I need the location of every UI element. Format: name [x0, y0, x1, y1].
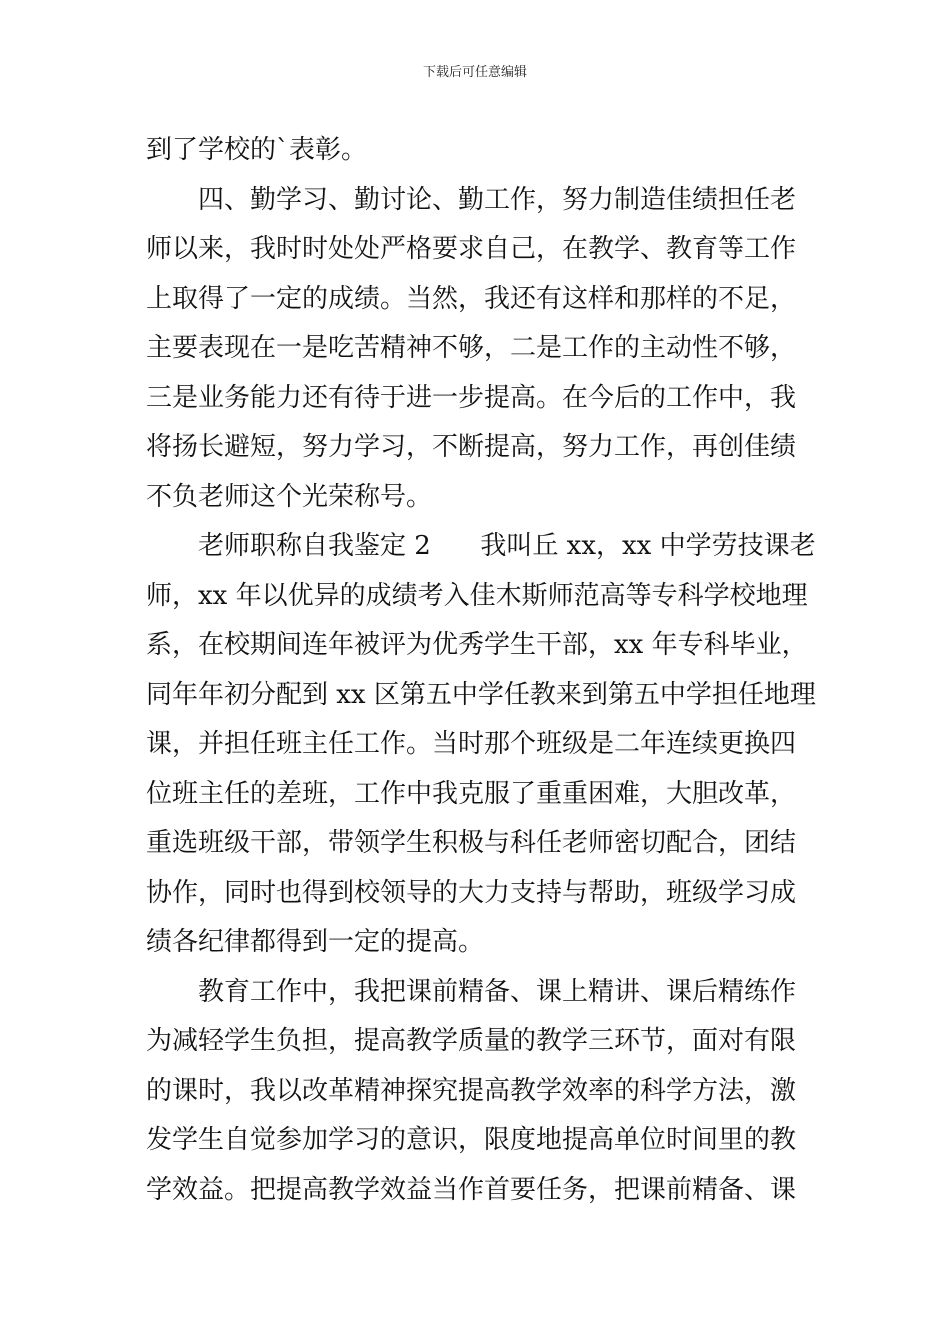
text-line: 主要表现在一是吃苦精神不够，二是工作的主动性不够，: [146, 333, 797, 363]
document-body: [146, 126, 816, 1215]
page-header: 下载后可任意编辑: [422, 65, 527, 80]
text-line: 不负老师这个光荣称号。: [146, 481, 433, 512]
text-line: 教育工作中，我把课前精备、课上精讲、课后精练作: [198, 976, 797, 1007]
text-line: 四、勤学习、勤讨论、勤工作，努力制造佳绩担任老: [198, 184, 797, 215]
text-line: 师，xx 年以优异的成绩考入佳木斯师范高等专科学校地理: [146, 580, 808, 611]
text-line: 课，并担任班主任工作。当时那个班级是二年连续更换四: [146, 729, 797, 759]
text-line: 学效益。把提高教学效益当作首要任务，把课前精备、课: [146, 1174, 797, 1205]
text-line: 的课时，我以改革精神探究提高教学效率的科学方法，激: [146, 1075, 797, 1106]
text-line: 同年年初分配到 xx 区第五中学任教来到第五中学担任地理: [146, 679, 816, 710]
text-line: 老师职称自我鉴定 2 我叫丘 xx，xx 中学劳技课老: [198, 531, 816, 561]
text-line: 系，在校期间连年被评为优秀学生干部，xx 年专科毕业，: [146, 630, 808, 660]
text-line: 绩各纪律都得到一定的提高。: [146, 927, 485, 957]
text-line: 将扬长避短，努力学习，不断提高，努力工作，再创佳绩: [146, 432, 797, 462]
text-line: 师以来，我时时处处严格要求自己，在教学、教育等工作: [146, 234, 797, 264]
text-line: 上取得了一定的成绩。当然，我还有这样和那样的不足，: [146, 283, 797, 314]
text-line: 为减轻学生负担，提高教学质量的教学三环节，面对有限: [146, 1026, 797, 1056]
text-line: 到了学校的`表彰。: [146, 135, 368, 165]
text-line: 协作，同时也得到校领导的大力支持与帮助，班级学习成: [146, 877, 797, 908]
text-line: 重选班级干部，带领学生积极与科任老师密切配合，团结: [146, 828, 797, 858]
text-line: 三是业务能力还有待于进一步提高。在今后的工作中，我: [146, 382, 797, 413]
text-line: 位班主任的差班，工作中我克服了重重困难，大胆改革，: [146, 778, 797, 809]
text-line: 发学生自觉参加学习的意识，限度地提高单位时间里的教: [146, 1125, 797, 1155]
